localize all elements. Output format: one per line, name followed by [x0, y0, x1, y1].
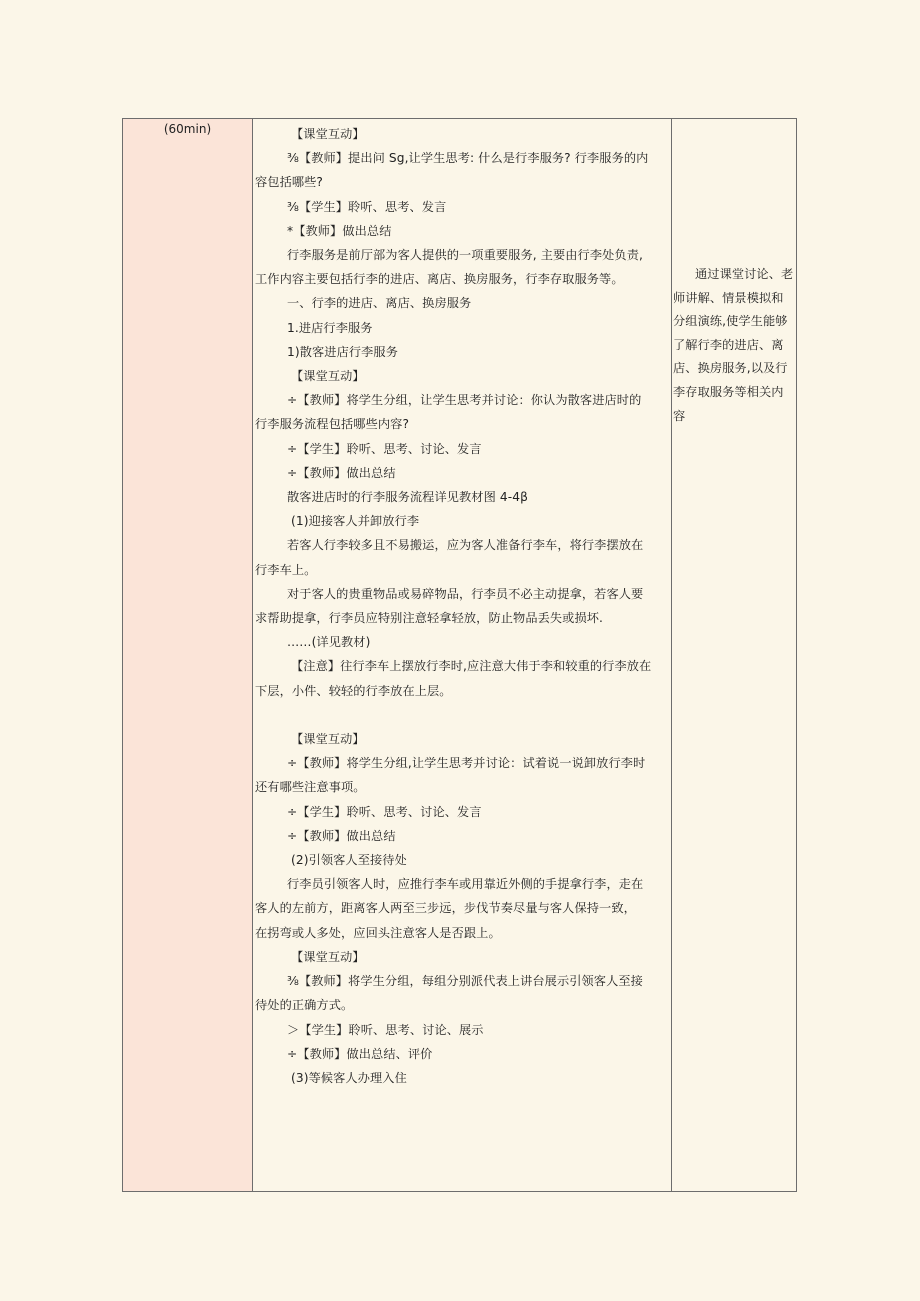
lesson-table	[122, 118, 797, 1192]
content-line: 容包括哪些?	[255, 175, 324, 190]
content-line: ÷【学生】聆听、思考、讨论、发言	[287, 441, 482, 456]
content-line: 待处的正确方式。	[255, 998, 354, 1013]
goal-column	[672, 119, 796, 1191]
goal-line: 李存取服务等相关内	[673, 384, 784, 399]
content-line: 行李服务是前厅部为客人提供的一项重要服务, 主要由行李处负责,	[287, 248, 643, 263]
content-line: (1)迎接客人并卸放行李	[291, 514, 420, 529]
content-line: ÷【教师】将学生分组,让学生思考并讨论：试着说一说卸放行李时	[287, 756, 646, 771]
content-line: ÷【学生】聆听、思考、讨论、发言	[287, 804, 482, 819]
content-line: 【课堂互动】	[291, 369, 365, 384]
content-line: ÷【教师】做出总结	[287, 465, 396, 480]
content-line: 行李车上。	[255, 562, 317, 577]
content-line: 【课堂互动】	[291, 127, 365, 141]
goal-line: 分组演练,使学生能够	[673, 314, 788, 329]
content-line: 若客人行李较多且不易搬运，应为客人准备行李车，将行李摆放在	[287, 538, 644, 553]
goal-line: 店、换房服务,以及行	[673, 361, 788, 376]
content-line: 求帮助提拿，行李员应特别注意轻拿轻放，防止物品丢失或损坏.	[255, 611, 604, 626]
blank-line	[255, 703, 671, 727]
content-column	[253, 119, 672, 1191]
content-line: (3)等候客人办理入住	[291, 1070, 407, 1085]
content-line: 散客进店时的行李服务流程详见教材图 4-4β	[287, 490, 528, 505]
goal-line: 容	[673, 408, 686, 423]
content-line: 工作内容主要包括行李的进店、离店、换房服务，行李存取服务等。	[255, 272, 624, 287]
content-line: 客人的左前方，距离客人两至三步远，步伐节奏尽量与客人保持一致，	[255, 901, 636, 916]
content-line: 行李服务流程包括哪些内容?	[255, 417, 410, 432]
content-line: ……(详见教材)	[287, 635, 371, 650]
content-line: 还有哪些注意事项。	[255, 780, 366, 795]
goal-line: 师讲解、情景模拟和	[673, 290, 784, 305]
goal-line: 通过课堂讨论、老	[695, 267, 794, 281]
content-line: 1.进店行李服务	[287, 320, 373, 335]
duration-label: (60min)	[163, 122, 212, 136]
content-line: 在拐弯或人多处，应回头注意客人是否跟上。	[255, 925, 501, 940]
content-line: ÷【教师】做出总结	[287, 828, 396, 843]
content-line: (2)引领客人至接待处	[291, 853, 407, 868]
content-line: ⅜【教师】将学生分组，每组分别派代表上讲台展示引领客人至接	[287, 974, 643, 989]
content-line: 【课堂互动】	[291, 949, 365, 964]
content-line: ÷【教师】做出总结、评价	[287, 1046, 433, 1061]
content-line: 行李员引领客人时，应推行李车或用靠近外侧的手提拿行李，走在	[287, 877, 644, 892]
content-line: 【注意】往行李车上摆放行李时,应注意大伟于李和较重的行李放在	[291, 659, 652, 674]
content-line: ⅜【教师】提出问 Sg,让学生思考: 什么是行李服务? 行李服务的内	[287, 151, 649, 166]
content-line: 1)散客进店行李服务	[287, 344, 399, 359]
content-line: 【课堂互动】	[291, 732, 365, 747]
goal-line: 了解行李的进店、离	[673, 337, 784, 352]
time-column	[123, 119, 253, 1191]
content-line: 对于客人的贵重物品或易碎物品，行李员不必主动提拿，若客人要	[287, 586, 644, 601]
content-line: ⅜【学生】聆听、思考、发言	[287, 199, 447, 214]
content-line: *【教师】做出总结	[287, 223, 392, 238]
content-line: ＞【学生】聆听、思考、讨论、展示	[287, 1022, 484, 1037]
content-line: 下层，小件、较轻的行李放在上层。	[255, 683, 452, 698]
content-line: ÷【教师】将学生分组，让学生思考并讨论：你认为散客进店时的	[287, 393, 642, 408]
content-line: 一、行李的进店、离店、换房服务	[287, 296, 472, 311]
